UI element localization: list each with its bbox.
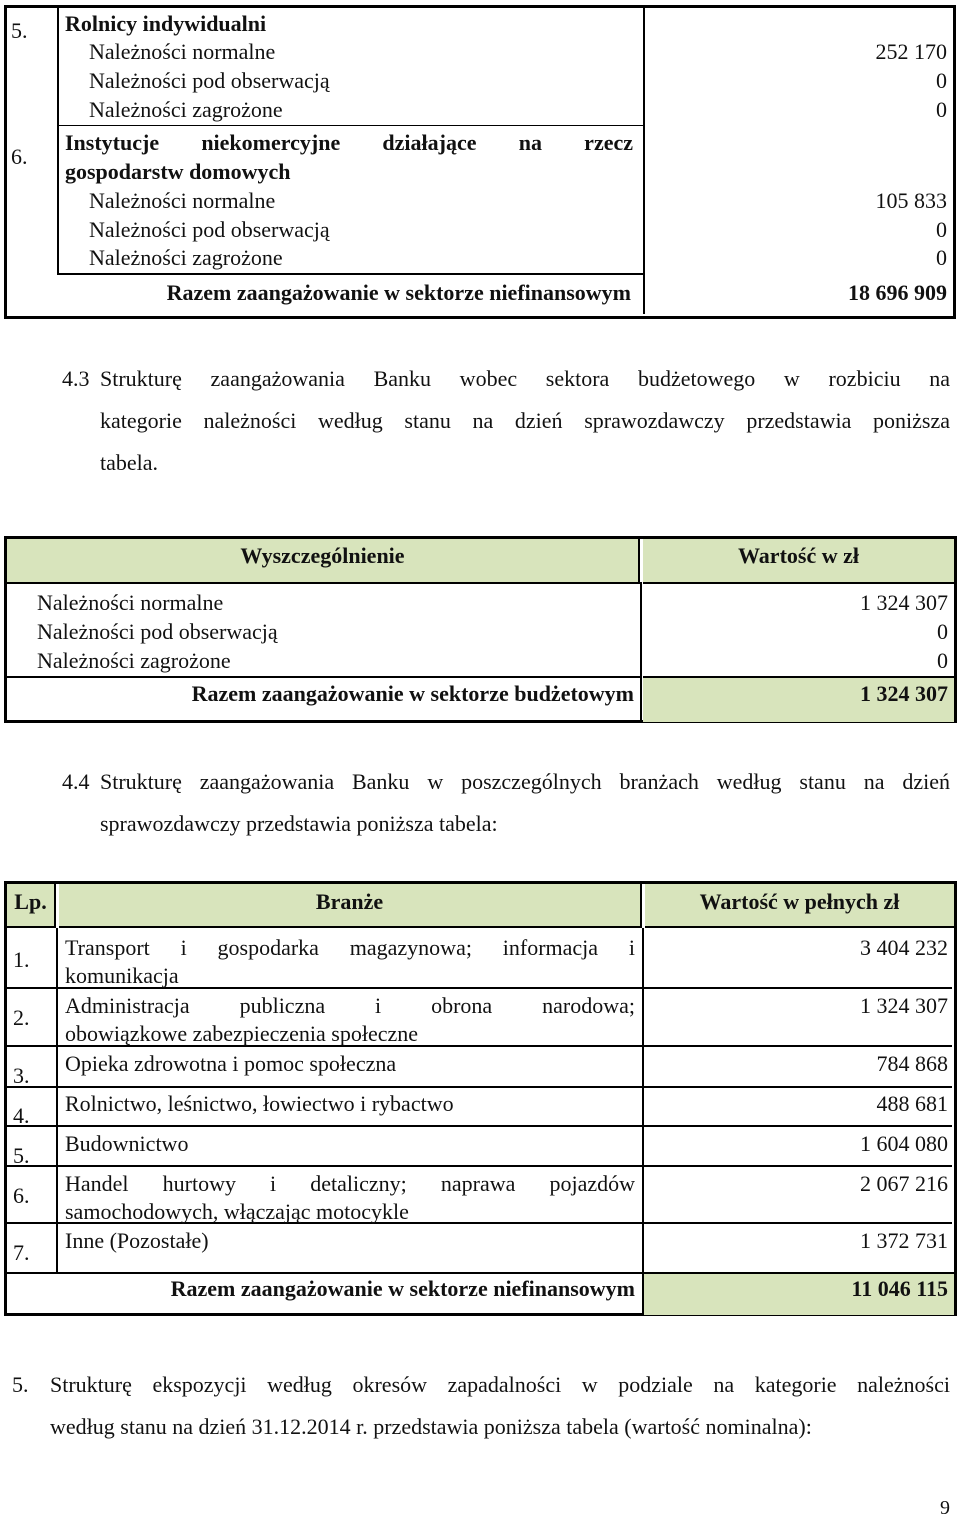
- row-branch-cont: komunikacja: [65, 963, 179, 988]
- header-value: Wartość w zł: [738, 543, 859, 568]
- paragraph-line: Strukturę ekspozycji według okresów zapadalności w podziale na kategorie należności: [50, 1372, 950, 1397]
- row-lp: 5.: [13, 1143, 30, 1168]
- row-value: 2 067 216: [860, 1171, 948, 1196]
- row-value: 1 372 731: [860, 1228, 948, 1253]
- item-label: Należności zagrożone: [89, 245, 283, 270]
- row-label: Należności zagrożone: [37, 648, 231, 673]
- total-value: 1 324 307: [860, 681, 948, 706]
- row-branch: Transport i gospodarka magazynowa; informacja i: [65, 935, 635, 960]
- row-value: 0: [937, 648, 948, 673]
- header-description: Wyszczególnienie: [240, 543, 405, 568]
- item-value: 0: [936, 97, 947, 122]
- table-1: [4, 5, 956, 319]
- item-label: Należności normalne: [89, 188, 276, 213]
- total-label: Razem zaangażowanie w sektorze niefinansowym: [166, 280, 631, 305]
- total-value: 11 046 115: [851, 1276, 948, 1301]
- row-value: 784 868: [876, 1051, 948, 1076]
- row-value: 3 404 232: [860, 935, 948, 960]
- row-lp: 7.: [13, 1240, 30, 1265]
- row-branch: Administracja publiczna i obrona narodowa;: [65, 993, 635, 1018]
- row-branch-cont: samochodowych, włączając motocykle: [65, 1199, 409, 1224]
- row-label: Należności pod obserwacją: [37, 619, 278, 644]
- row-value: 1 604 080: [860, 1131, 948, 1156]
- paragraph-line: sprawozdawczy przedstawia poniższa tabela:: [100, 811, 498, 836]
- row-branch: Budownictwo: [65, 1131, 189, 1156]
- total-label: Razem zaangażowanie w sektorze niefinansowym: [170, 1276, 635, 1301]
- row-value: 1 324 307: [860, 590, 948, 615]
- row-lp: 3.: [13, 1063, 30, 1088]
- total-label: Razem zaangażowanie w sektorze budżetowym: [191, 681, 634, 706]
- row-branch: Opieka zdrowotna i pomoc społeczna: [65, 1051, 397, 1076]
- row-lp: 2.: [13, 1005, 30, 1030]
- paragraph-5: [12, 1364, 950, 1448]
- paragraph-4-4: [62, 761, 950, 845]
- page-number: 9: [940, 1497, 950, 1519]
- paragraph-line: tabela.: [100, 450, 159, 475]
- item-value: 0: [936, 68, 947, 93]
- item-label: Należności zagrożone: [89, 97, 283, 122]
- paragraph-line: według stanu na dzień 31.12.2014 r. przedstawia poniższa tabela (wartość nominalna):: [50, 1414, 812, 1439]
- table-3: [4, 881, 957, 1316]
- paragraph-number: 4.3: [62, 366, 90, 391]
- header-lp: Lp.: [14, 889, 47, 914]
- row-number: 5.: [11, 18, 28, 43]
- row-branch: Inne (Pozostałe): [65, 1228, 209, 1253]
- header-value: Wartość w pełnych zł: [699, 889, 900, 914]
- row-label: Rolnicy indywidualni: [65, 11, 267, 36]
- row-branch: Rolnictwo, leśnictwo, łowiectwo i rybactwo: [65, 1091, 454, 1116]
- item-value: 0: [936, 245, 947, 270]
- item-value: 0: [936, 217, 947, 242]
- row-label: Instytucje niekomercyjne działające na rzecz: [65, 130, 633, 155]
- row-value: 488 681: [876, 1091, 948, 1116]
- total-value: 18 696 909: [848, 280, 947, 305]
- row-value: 1 324 307: [860, 993, 948, 1018]
- paragraph-number: 5.: [12, 1372, 29, 1397]
- table-2: [4, 536, 957, 723]
- paragraph-line: Strukturę zaangażowania Banku wobec sektora budżetowego w rozbiciu na: [100, 366, 950, 391]
- item-label: Należności normalne: [89, 39, 276, 64]
- row-branch-cont: obowiązkowe zabezpieczenia społeczne: [65, 1021, 419, 1046]
- row-label-cont: gospodarstw domowych: [65, 159, 291, 184]
- item-value: 252 170: [875, 39, 947, 64]
- paragraph-line: Strukturę zaangażowania Banku w poszczególnych branżach według stanu na dzień: [100, 769, 950, 794]
- row-branch: Handel hurtowy i detaliczny; naprawa pojazdów: [65, 1171, 635, 1196]
- item-value: 105 833: [875, 188, 947, 213]
- item-label: Należności pod obserwacją: [89, 217, 330, 242]
- row-value: 0: [937, 619, 948, 644]
- paragraph-line: kategorie należności według stanu na dzień sprawozdawczy przedstawia poniższa: [100, 408, 950, 433]
- header-branch: Branże: [315, 889, 384, 914]
- row-number: 6.: [11, 144, 28, 169]
- paragraph-number: 4.4: [62, 769, 90, 794]
- row-lp: 6.: [13, 1183, 30, 1208]
- row-lp: 1.: [13, 947, 30, 972]
- row-lp: 4.: [13, 1103, 30, 1128]
- row-label: Należności normalne: [37, 590, 224, 615]
- paragraph-4-3: [62, 358, 950, 484]
- item-label: Należności pod obserwacją: [89, 68, 330, 93]
